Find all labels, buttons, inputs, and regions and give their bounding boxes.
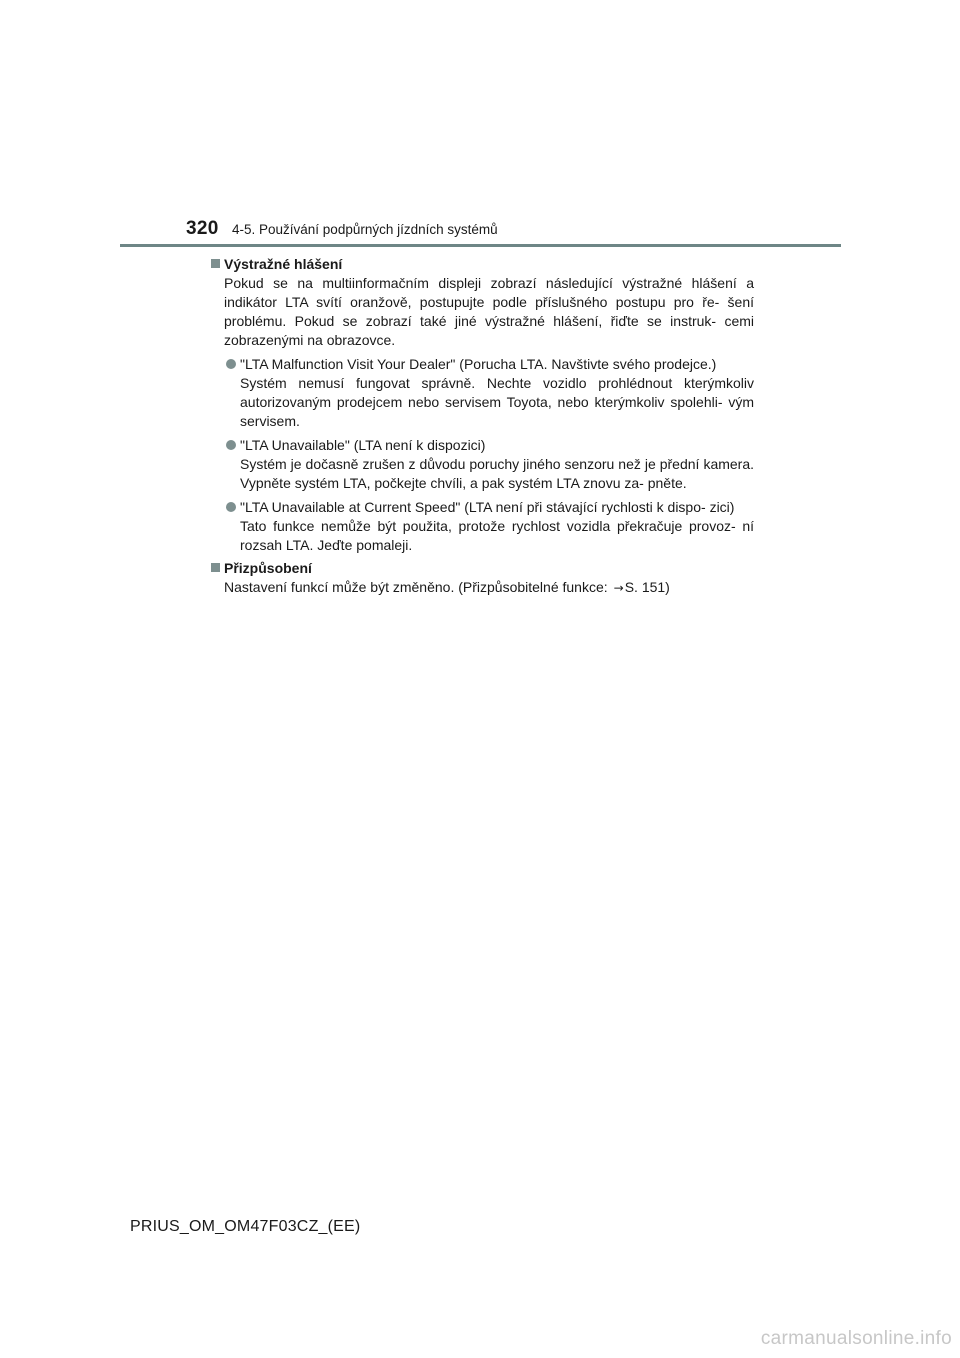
section-customization bbox=[208, 559, 754, 598]
circle-bullet-icon bbox=[226, 359, 236, 369]
item-text bbox=[240, 498, 754, 555]
text-line: Pokud se na multiinformačním displeji zobrazí následující výstražné hlášení bbox=[224, 275, 737, 291]
text-line: autorizovaným prodejcem nebo servisem Toyota, nebo kterýmkoliv spolehli- bbox=[240, 394, 723, 410]
section-body bbox=[208, 274, 754, 555]
page-reference-link[interactable]: S. 151) bbox=[624, 579, 670, 595]
text-line: "LTA Unavailable" (LTA není k dispozici) bbox=[240, 437, 486, 453]
text-line: kamera. Vypněte systém LTA, počkejte chvíli, a pak systém LTA znovu za- bbox=[240, 456, 755, 491]
watermark: carmanualsonline.info bbox=[760, 1328, 952, 1349]
list-item bbox=[224, 498, 754, 555]
circle-bullet-icon bbox=[226, 440, 236, 450]
item-text bbox=[240, 355, 754, 431]
paragraph bbox=[224, 578, 754, 598]
text-line: "LTA Malfunction Visit Your Dealer" (Porucha LTA. Navštivte svého prodejce.) bbox=[240, 356, 717, 372]
paragraph bbox=[224, 274, 754, 350]
text-line: Systém nemusí fungovat správně. Nechte vozidlo prohlédnout kterýmkoliv bbox=[240, 375, 754, 391]
section-warning-messages bbox=[208, 255, 754, 555]
document-code: PRIUS_OM_OM47F03CZ_(EE) bbox=[130, 1218, 361, 1235]
square-bullet-icon bbox=[211, 259, 220, 268]
section-title: 4-5. Používání podpůrných jízdních systémů bbox=[232, 222, 498, 237]
text-line: cemi zobrazenými na obrazovce. bbox=[224, 313, 755, 348]
heading-text: Výstražné hlášení bbox=[224, 256, 343, 272]
text-line: vým servisem. bbox=[240, 394, 754, 429]
arrow-right-icon: → bbox=[613, 581, 624, 595]
section-body bbox=[208, 578, 754, 598]
list-item bbox=[224, 355, 754, 431]
text-line: šení problému. Pokud se zobrazí také jiné výstražné hlášení, řiďte se instruk- bbox=[224, 294, 755, 329]
list-item bbox=[224, 436, 754, 493]
header-divider bbox=[120, 244, 841, 247]
section-heading bbox=[208, 559, 754, 578]
page-number: 320 bbox=[186, 218, 219, 239]
text-line: Nastavení funkcí může být změněno. (Přizpůsobitelné funkce: bbox=[224, 579, 608, 595]
section-heading bbox=[208, 255, 754, 274]
item-text bbox=[240, 436, 754, 493]
text-line: a indikátor LTA svítí oranžově, postupujte podle příslušného postupu pro ře- bbox=[224, 275, 754, 310]
text-line: ní rozsah LTA. Jeďte pomaleji. bbox=[240, 518, 754, 553]
text-line: zici) bbox=[709, 499, 735, 515]
page-content bbox=[208, 255, 754, 602]
heading-text: Přizpůsobení bbox=[224, 560, 312, 576]
text-line: "LTA Unavailable at Current Speed" (LTA není při stávající rychlosti k dispo- bbox=[240, 499, 706, 515]
text-line: Tato funkce nemůže být použita, protože rychlost vozidla překračuje provoz- bbox=[240, 518, 736, 534]
circle-bullet-icon bbox=[226, 502, 236, 512]
text-line: pněte. bbox=[647, 475, 687, 491]
text-line: Systém je dočasně zrušen z důvodu poruchy jiného senzoru než je přední bbox=[240, 456, 700, 472]
square-bullet-icon bbox=[211, 563, 220, 572]
